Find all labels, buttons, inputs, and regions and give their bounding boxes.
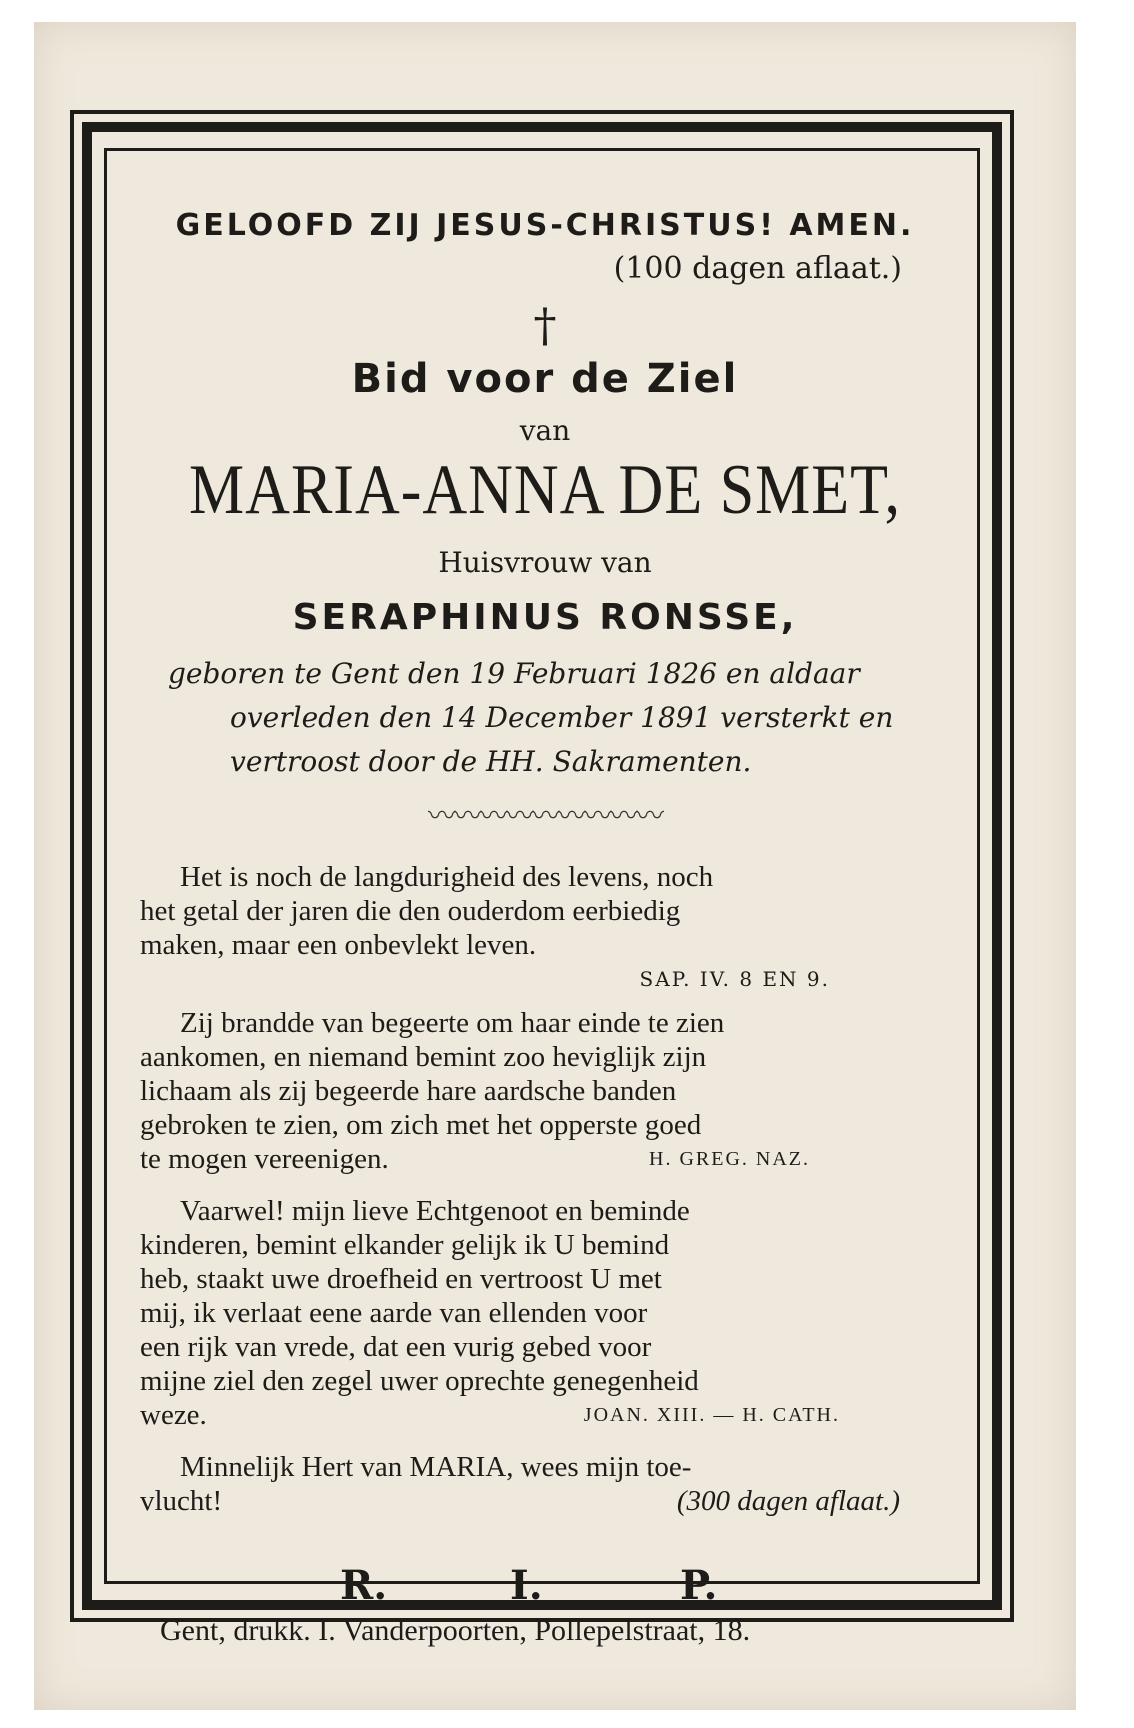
passage-line: maken, maar een onbevlekt leven.	[140, 929, 537, 961]
passage-source: JOAN. XIII. — H. CATH.	[583, 1404, 840, 1426]
passage-1	[140, 860, 950, 996]
spouse-name: SERAPHINUS RONSSE,	[292, 597, 798, 638]
passage-line: weze.	[140, 1399, 207, 1431]
passage-line: lichaam als zij begeerde hare aardsche banden	[140, 1075, 677, 1107]
cross-icon: †	[533, 298, 557, 352]
passage-line: aankomen, en niemand bemint zoo heviglijk zijn	[140, 1041, 707, 1073]
biography	[140, 652, 950, 784]
passage-line: een rijk van vrede, dat een vurig gebed voor	[140, 1331, 652, 1363]
passage-line: Vaarwel! mijn lieve Echtgenoot en beminde	[180, 1195, 690, 1227]
passage-line: te mogen vereenigen.	[140, 1143, 389, 1175]
card-content	[140, 190, 950, 1609]
wavy-divider: 〰〰〰〰〰〰〰〰〰	[427, 799, 662, 832]
van-label: van	[519, 414, 571, 447]
passage-line: gebroken te zien, om zich met het opperste goed	[140, 1109, 702, 1141]
biography-line: geboren te Gent den 19 Februari 1826 en aldaar	[168, 657, 860, 690]
passage-4	[140, 1450, 950, 1518]
role-label: Huisvrouw van	[438, 546, 652, 579]
passage-line: kinderen, bemint elkander gelijk ik U bemind	[140, 1229, 670, 1261]
passage-line: het getal der jaren die den ouderdom eerbiedig	[140, 895, 681, 927]
rip-letters	[140, 1562, 950, 1609]
indulgence-note: (100 dagen aflaat.)	[613, 251, 902, 286]
biography-line: overleden den 14 December 1891 versterkt en	[230, 701, 894, 734]
passage-3	[140, 1194, 950, 1432]
passage-line: vlucht!	[140, 1485, 223, 1517]
passage-line: mijne ziel den zegel uwer oprechte genegenheid	[140, 1365, 699, 1397]
passage-line: mij, ik verlaat eene aarde van ellenden voor	[140, 1297, 648, 1329]
passage-line: heb, staakt uwe droefheid en vertroost U met	[140, 1263, 662, 1295]
biography-line: vertroost door de HH. Sakramenten.	[230, 745, 752, 778]
passage-line: Minnelijk Hert van MARIA, wees mijn toe-	[180, 1451, 692, 1483]
passage-source: SAP. IV. 8 EN 9.	[639, 967, 830, 991]
passage-line: Zij brandde van begeerte om haar einde te zien	[180, 1007, 725, 1039]
printer-imprint: Gent, drukk. I. Vanderpoorten, Pollepelstraat, 18.	[160, 1614, 751, 1647]
passage-line: Het is noch de langdurigheid des levens, noch	[180, 861, 714, 893]
rip-letter: I.	[510, 1562, 543, 1609]
prayer-heading: Bid voor de Ziel	[351, 356, 739, 402]
passage-source: H. GREG. NAZ.	[649, 1148, 810, 1170]
deceased-name: MARIA-ANNA DE SMET,	[189, 450, 901, 530]
rip-letter: R.	[340, 1562, 388, 1609]
acclamation: GELOOFD ZIJ JESUS-CHRISTUS! AMEN.	[175, 208, 915, 243]
passage-2	[140, 1006, 950, 1176]
passage-source: (300 dagen aflaat.)	[676, 1485, 900, 1517]
rip-letter: P.	[680, 1562, 718, 1609]
